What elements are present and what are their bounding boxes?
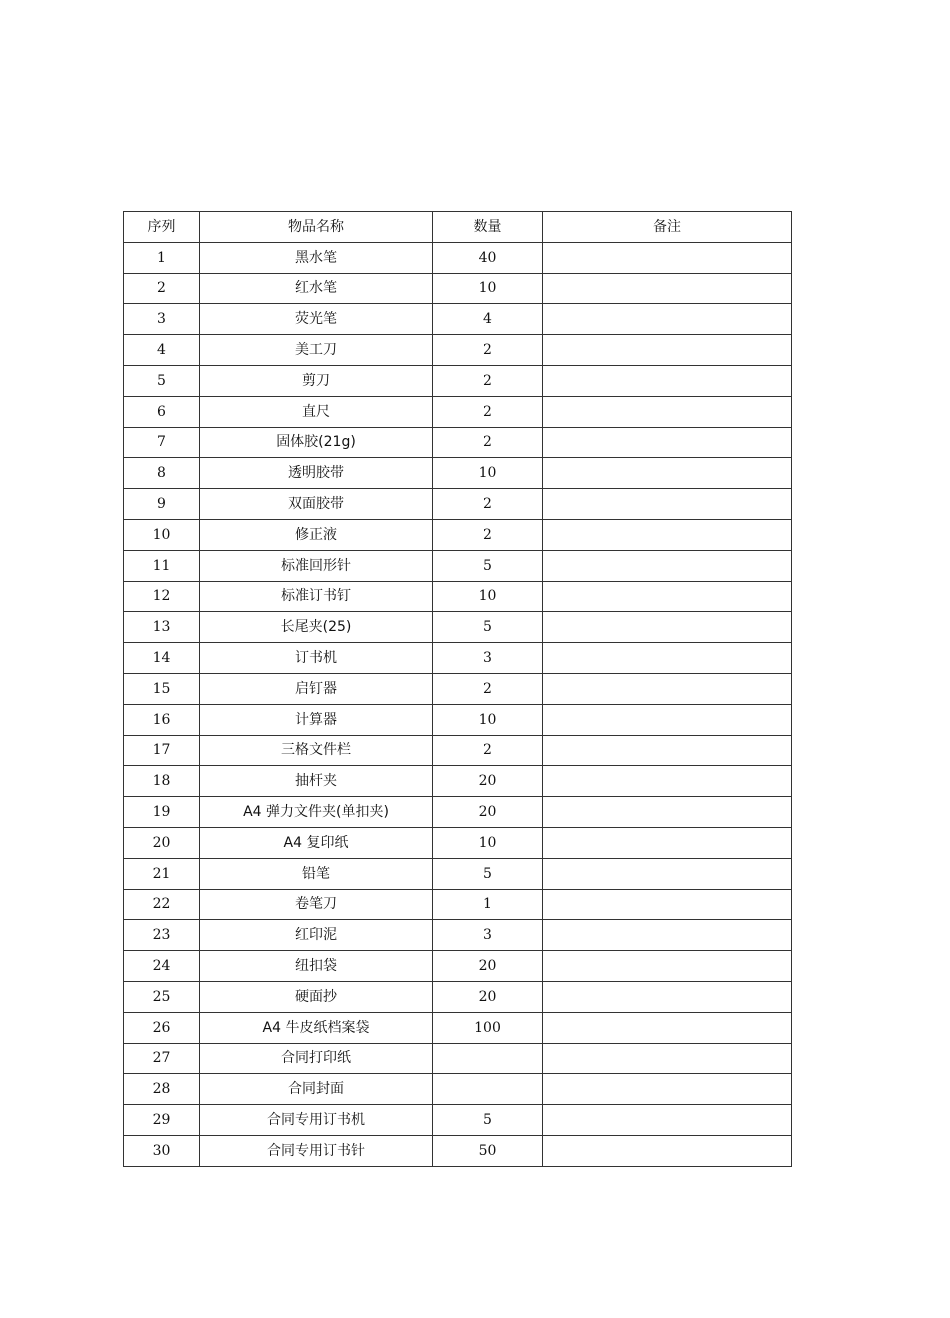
row-seq-cell: 14 (124, 643, 200, 674)
table-row (124, 304, 792, 335)
header-seq: 序列 (124, 212, 200, 243)
row-name-cell: 三格文件栏 (200, 735, 433, 766)
row-name-cell: 红水笔 (200, 273, 433, 304)
row-seq-cell: 4 (124, 335, 200, 366)
row-seq-cell: 1 (124, 242, 200, 273)
row-qty-cell: 5 (433, 1105, 543, 1136)
row-seq-cell: 13 (124, 612, 200, 643)
row-name-cell: 抽杆夹 (200, 766, 433, 797)
row-name-cell: 黑水笔 (200, 242, 433, 273)
row-qty-cell: 2 (433, 365, 543, 396)
table-body (124, 242, 792, 1166)
row-seq-cell: 12 (124, 581, 200, 612)
table-row (124, 704, 792, 735)
row-name-cell: 启钉器 (200, 673, 433, 704)
table-row (124, 519, 792, 550)
row-name-cell: 固体胶(21g) (200, 427, 433, 458)
row-seq-cell: 25 (124, 981, 200, 1012)
row-note-cell (543, 735, 792, 766)
table-row (124, 396, 792, 427)
row-note-cell (543, 396, 792, 427)
row-seq-cell: 7 (124, 427, 200, 458)
row-seq-cell: 21 (124, 858, 200, 889)
row-qty-cell (433, 1074, 543, 1105)
row-name-cell: 剪刀 (200, 365, 433, 396)
row-note-cell (543, 673, 792, 704)
row-seq-cell: 23 (124, 920, 200, 951)
table-row (124, 797, 792, 828)
row-name-cell: 荧光笔 (200, 304, 433, 335)
row-note-cell (543, 612, 792, 643)
row-seq-cell: 2 (124, 273, 200, 304)
supplies-table (123, 211, 792, 1167)
row-note-cell (543, 643, 792, 674)
row-name-cell: 修正液 (200, 519, 433, 550)
header-note: 备注 (543, 212, 792, 243)
row-note-cell (543, 1135, 792, 1166)
row-name-cell: 硬面抄 (200, 981, 433, 1012)
table-row (124, 858, 792, 889)
row-note-cell (543, 304, 792, 335)
row-qty-cell: 10 (433, 704, 543, 735)
table-row (124, 951, 792, 982)
row-qty-cell: 20 (433, 951, 543, 982)
table-row (124, 889, 792, 920)
table-row (124, 981, 792, 1012)
row-name-cell: 订书机 (200, 643, 433, 674)
row-note-cell (543, 458, 792, 489)
row-note-cell (543, 951, 792, 982)
row-qty-cell: 40 (433, 242, 543, 273)
row-qty-cell: 20 (433, 797, 543, 828)
row-seq-cell: 8 (124, 458, 200, 489)
row-qty-cell: 3 (433, 643, 543, 674)
table-row (124, 643, 792, 674)
row-name-cell: 双面胶带 (200, 489, 433, 520)
table-header (124, 212, 792, 243)
row-note-cell (543, 489, 792, 520)
row-note-cell (543, 858, 792, 889)
table-row (124, 550, 792, 581)
row-name-cell: A4 复印纸 (200, 827, 433, 858)
row-seq-cell: 29 (124, 1105, 200, 1136)
row-seq-cell: 6 (124, 396, 200, 427)
row-name-cell: 纽扣袋 (200, 951, 433, 982)
table-row (124, 673, 792, 704)
row-qty-cell: 2 (433, 519, 543, 550)
row-qty-cell: 3 (433, 920, 543, 951)
row-seq-cell: 20 (124, 827, 200, 858)
row-name-cell: 铅笔 (200, 858, 433, 889)
row-seq-cell: 30 (124, 1135, 200, 1166)
row-name-cell: 合同封面 (200, 1074, 433, 1105)
row-note-cell (543, 766, 792, 797)
row-name-cell: 合同专用订书机 (200, 1105, 433, 1136)
table-row (124, 920, 792, 951)
row-seq-cell: 16 (124, 704, 200, 735)
row-seq-cell: 17 (124, 735, 200, 766)
row-note-cell (543, 889, 792, 920)
row-name-cell: 合同专用订书针 (200, 1135, 433, 1166)
row-seq-cell: 5 (124, 365, 200, 396)
row-note-cell (543, 242, 792, 273)
row-note-cell (543, 365, 792, 396)
row-name-cell: 计算器 (200, 704, 433, 735)
row-name-cell: A4 牛皮纸档案袋 (200, 1012, 433, 1043)
row-qty-cell: 1 (433, 889, 543, 920)
table-row (124, 581, 792, 612)
row-name-cell: 卷笔刀 (200, 889, 433, 920)
table-row (124, 827, 792, 858)
row-qty-cell: 50 (433, 1135, 543, 1166)
row-seq-cell: 11 (124, 550, 200, 581)
row-qty-cell: 5 (433, 612, 543, 643)
row-seq-cell: 3 (124, 304, 200, 335)
row-note-cell (543, 1012, 792, 1043)
row-note-cell (543, 519, 792, 550)
table-row (124, 735, 792, 766)
row-note-cell (543, 1105, 792, 1136)
row-note-cell (543, 550, 792, 581)
row-qty-cell: 20 (433, 981, 543, 1012)
row-qty-cell: 10 (433, 458, 543, 489)
row-name-cell: 合同打印纸 (200, 1043, 433, 1074)
row-seq-cell: 26 (124, 1012, 200, 1043)
row-name-cell: 长尾夹(25) (200, 612, 433, 643)
row-qty-cell: 5 (433, 550, 543, 581)
row-note-cell (543, 427, 792, 458)
row-qty-cell (433, 1043, 543, 1074)
row-seq-cell: 27 (124, 1043, 200, 1074)
table-row (124, 335, 792, 366)
row-qty-cell: 10 (433, 827, 543, 858)
table-row (124, 1012, 792, 1043)
row-qty-cell: 2 (433, 396, 543, 427)
table-row (124, 242, 792, 273)
header-row (124, 212, 792, 243)
table-row (124, 1105, 792, 1136)
row-name-cell: 标准回形针 (200, 550, 433, 581)
row-seq-cell: 28 (124, 1074, 200, 1105)
row-qty-cell: 5 (433, 858, 543, 889)
row-seq-cell: 15 (124, 673, 200, 704)
table-row (124, 273, 792, 304)
row-note-cell (543, 827, 792, 858)
table-row (124, 1074, 792, 1105)
table-row (124, 458, 792, 489)
row-seq-cell: 19 (124, 797, 200, 828)
row-note-cell (543, 581, 792, 612)
row-seq-cell: 24 (124, 951, 200, 982)
row-qty-cell: 2 (433, 489, 543, 520)
table-row (124, 766, 792, 797)
row-name-cell: 美工刀 (200, 335, 433, 366)
row-note-cell (543, 920, 792, 951)
row-qty-cell: 100 (433, 1012, 543, 1043)
row-name-cell: 红印泥 (200, 920, 433, 951)
row-note-cell (543, 704, 792, 735)
row-note-cell (543, 273, 792, 304)
row-note-cell (543, 1043, 792, 1074)
row-qty-cell: 2 (433, 427, 543, 458)
row-qty-cell: 2 (433, 735, 543, 766)
row-qty-cell: 20 (433, 766, 543, 797)
row-qty-cell: 10 (433, 581, 543, 612)
row-seq-cell: 18 (124, 766, 200, 797)
header-qty: 数量 (433, 212, 543, 243)
row-qty-cell: 4 (433, 304, 543, 335)
row-name-cell: 透明胶带 (200, 458, 433, 489)
row-qty-cell: 2 (433, 335, 543, 366)
table-row (124, 1043, 792, 1074)
row-note-cell (543, 981, 792, 1012)
table-row (124, 489, 792, 520)
row-note-cell (543, 335, 792, 366)
row-seq-cell: 22 (124, 889, 200, 920)
row-name-cell: 直尺 (200, 396, 433, 427)
header-name: 物品名称 (200, 212, 433, 243)
row-seq-cell: 10 (124, 519, 200, 550)
row-qty-cell: 2 (433, 673, 543, 704)
table-row (124, 1135, 792, 1166)
table-row (124, 365, 792, 396)
row-seq-cell: 9 (124, 489, 200, 520)
row-note-cell (543, 1074, 792, 1105)
table-row (124, 427, 792, 458)
row-qty-cell: 10 (433, 273, 543, 304)
row-name-cell: 标准订书钉 (200, 581, 433, 612)
row-name-cell: A4 弹力文件夹(单扣夹) (200, 797, 433, 828)
table-row (124, 612, 792, 643)
row-note-cell (543, 797, 792, 828)
